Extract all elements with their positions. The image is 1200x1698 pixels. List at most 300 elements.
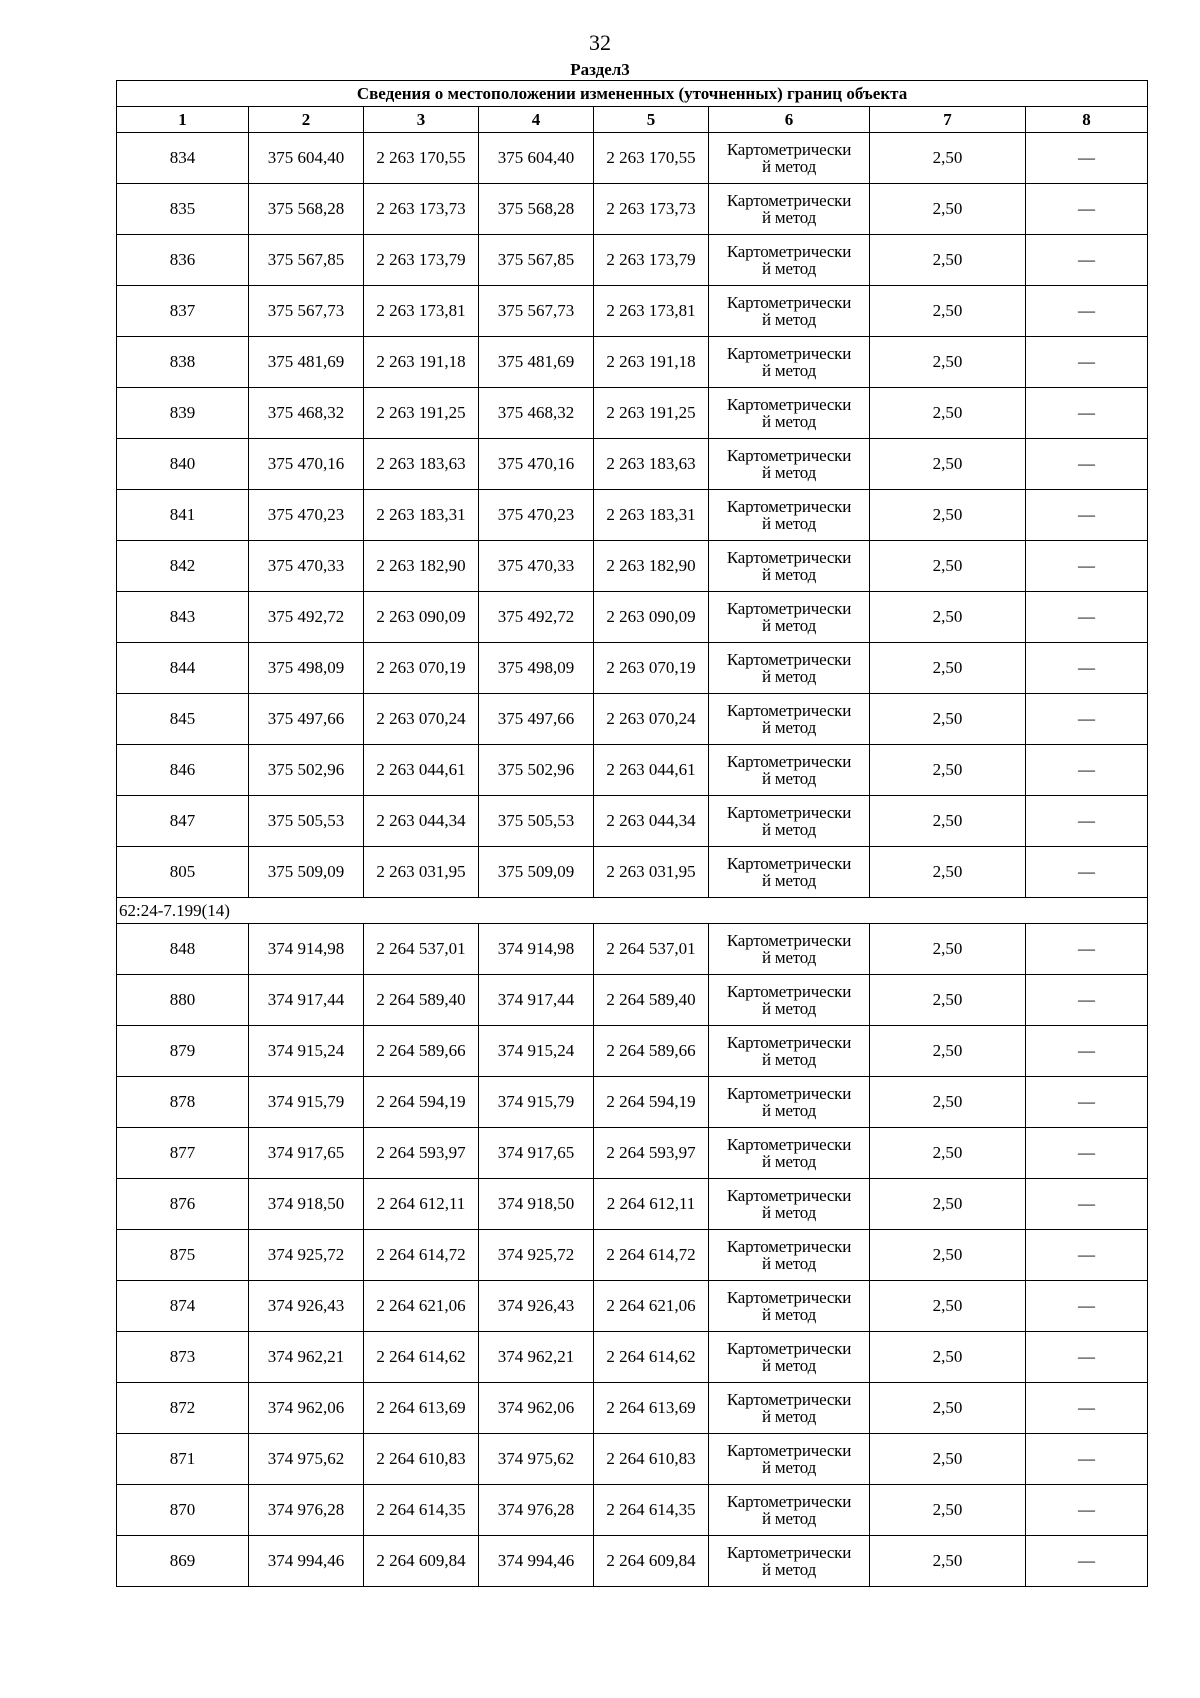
y-new-cell: 2 264 609,84 <box>594 1536 709 1587</box>
y-new-cell: 2 263 173,79 <box>594 235 709 286</box>
x-new-cell: 375 470,33 <box>479 541 594 592</box>
point-number-cell: 843 <box>117 592 249 643</box>
y-existing-cell: 2 263 044,61 <box>364 745 479 796</box>
method-text-line2: й метод <box>761 565 817 584</box>
method-cell <box>709 975 870 1026</box>
x-existing-cell: 375 505,53 <box>249 796 364 847</box>
x-new-cell: 374 925,72 <box>479 1230 594 1281</box>
point-number-cell: 840 <box>117 439 249 490</box>
description-cell: — <box>1026 924 1148 975</box>
x-new-cell: 374 917,65 <box>479 1128 594 1179</box>
method-cell <box>709 1281 870 1332</box>
x-new-cell: 375 567,85 <box>479 235 594 286</box>
x-new-cell: 375 498,09 <box>479 643 594 694</box>
method-cell <box>709 1536 870 1587</box>
point-number-cell: 842 <box>117 541 249 592</box>
y-new-cell: 2 263 183,31 <box>594 490 709 541</box>
y-existing-cell: 2 264 609,84 <box>364 1536 479 1587</box>
accuracy-cell: 2,50 <box>870 1281 1026 1332</box>
table-row <box>117 694 1148 745</box>
column-number: 1 <box>117 107 249 133</box>
accuracy-cell: 2,50 <box>870 490 1026 541</box>
table-row <box>117 1230 1148 1281</box>
x-existing-cell: 375 567,85 <box>249 235 364 286</box>
accuracy-cell: 2,50 <box>870 1485 1026 1536</box>
x-existing-cell: 374 994,46 <box>249 1536 364 1587</box>
table-caption: Сведения о местоположении измененных (уточненных) границ объекта <box>117 81 1148 107</box>
x-existing-cell: 374 926,43 <box>249 1281 364 1332</box>
table-row <box>117 924 1148 975</box>
method-cell <box>709 796 870 847</box>
x-new-cell: 374 915,79 <box>479 1077 594 1128</box>
y-new-cell: 2 264 589,40 <box>594 975 709 1026</box>
accuracy-cell: 2,50 <box>870 1434 1026 1485</box>
table-row <box>117 184 1148 235</box>
x-new-cell: 374 918,50 <box>479 1179 594 1230</box>
description-cell: — <box>1026 286 1148 337</box>
y-existing-cell: 2 263 070,19 <box>364 643 479 694</box>
x-existing-cell: 375 567,73 <box>249 286 364 337</box>
method-text-line1: Картометрически <box>726 854 852 873</box>
table-row <box>117 975 1148 1026</box>
method-text-line2: й метод <box>761 514 817 533</box>
method-cell <box>709 235 870 286</box>
point-number-cell: 841 <box>117 490 249 541</box>
method-cell <box>709 1383 870 1434</box>
page-number: 32 <box>589 30 611 55</box>
y-existing-cell: 2 264 537,01 <box>364 924 479 975</box>
x-existing-cell: 375 492,72 <box>249 592 364 643</box>
table-row <box>117 1026 1148 1077</box>
y-new-cell: 2 263 191,25 <box>594 388 709 439</box>
description-cell: — <box>1026 388 1148 439</box>
accuracy-cell: 2,50 <box>870 745 1026 796</box>
method-text-line1: Картометрически <box>726 1543 852 1562</box>
method-cell <box>709 1179 870 1230</box>
point-number-cell: 839 <box>117 388 249 439</box>
table-row <box>117 592 1148 643</box>
description-cell: — <box>1026 1128 1148 1179</box>
method-text-line2: й метод <box>761 208 817 227</box>
table-row <box>117 1179 1148 1230</box>
x-new-cell: 375 604,40 <box>479 133 594 184</box>
method-cell <box>709 1230 870 1281</box>
method-text-line2: й метод <box>761 769 817 788</box>
method-text-line2: й метод <box>761 1203 817 1222</box>
method-cell <box>709 643 870 694</box>
y-existing-cell: 2 264 613,69 <box>364 1383 479 1434</box>
method-cell <box>709 1128 870 1179</box>
accuracy-cell: 2,50 <box>870 694 1026 745</box>
y-existing-cell: 2 263 191,18 <box>364 337 479 388</box>
y-existing-cell: 2 263 090,09 <box>364 592 479 643</box>
column-number: 7 <box>870 107 1026 133</box>
x-new-cell: 374 962,21 <box>479 1332 594 1383</box>
accuracy-cell: 2,50 <box>870 1383 1026 1434</box>
y-existing-cell: 2 263 044,34 <box>364 796 479 847</box>
y-existing-cell: 2 263 183,63 <box>364 439 479 490</box>
table-row <box>117 1536 1148 1587</box>
point-number-cell: 844 <box>117 643 249 694</box>
y-new-cell: 2 263 044,34 <box>594 796 709 847</box>
accuracy-cell: 2,50 <box>870 184 1026 235</box>
method-cell <box>709 490 870 541</box>
method-cell <box>709 541 870 592</box>
y-new-cell: 2 264 593,97 <box>594 1128 709 1179</box>
x-new-cell: 375 492,72 <box>479 592 594 643</box>
table-row <box>117 847 1148 898</box>
accuracy-cell: 2,50 <box>870 924 1026 975</box>
method-text-line1: Картометрически <box>726 1390 852 1409</box>
accuracy-cell: 2,50 <box>870 1128 1026 1179</box>
table-row <box>117 235 1148 286</box>
description-cell: — <box>1026 439 1148 490</box>
method-text-line2: й метод <box>761 1509 817 1528</box>
method-text-line1: Картометрически <box>726 1237 852 1256</box>
point-number-cell: 837 <box>117 286 249 337</box>
method-cell <box>709 439 870 490</box>
point-number-cell: 846 <box>117 745 249 796</box>
description-cell: — <box>1026 694 1148 745</box>
point-number-cell: 872 <box>117 1383 249 1434</box>
y-new-cell: 2 264 537,01 <box>594 924 709 975</box>
x-existing-cell: 374 962,06 <box>249 1383 364 1434</box>
y-existing-cell: 2 264 594,19 <box>364 1077 479 1128</box>
accuracy-cell: 2,50 <box>870 1332 1026 1383</box>
x-new-cell: 375 505,53 <box>479 796 594 847</box>
method-text-line2: й метод <box>761 667 817 686</box>
method-text-line2: й метод <box>761 871 817 890</box>
point-number-cell: 834 <box>117 133 249 184</box>
cadastral-number-label: 62:24-7.199(14) <box>117 898 1148 924</box>
table-row <box>117 1128 1148 1179</box>
method-cell <box>709 388 870 439</box>
method-text-line1: Картометрически <box>726 395 852 414</box>
y-new-cell: 2 263 170,55 <box>594 133 709 184</box>
y-new-cell: 2 263 182,90 <box>594 541 709 592</box>
y-new-cell: 2 263 173,81 <box>594 286 709 337</box>
x-existing-cell: 375 568,28 <box>249 184 364 235</box>
y-new-cell: 2 264 614,62 <box>594 1332 709 1383</box>
y-existing-cell: 2 264 612,11 <box>364 1179 479 1230</box>
point-number-cell: 870 <box>117 1485 249 1536</box>
method-cell <box>709 184 870 235</box>
method-cell <box>709 1026 870 1077</box>
accuracy-cell: 2,50 <box>870 235 1026 286</box>
method-text-line2: й метод <box>761 259 817 278</box>
method-text-line1: Картометрически <box>726 497 852 516</box>
coordinates-table <box>116 80 1148 1587</box>
description-cell: — <box>1026 975 1148 1026</box>
x-existing-cell: 375 481,69 <box>249 337 364 388</box>
description-cell: — <box>1026 1179 1148 1230</box>
table-row <box>117 1281 1148 1332</box>
description-cell: — <box>1026 133 1148 184</box>
y-existing-cell: 2 263 170,55 <box>364 133 479 184</box>
method-text-line2: й метод <box>761 1356 817 1375</box>
x-new-cell: 375 502,96 <box>479 745 594 796</box>
x-existing-cell: 374 975,62 <box>249 1434 364 1485</box>
table-row <box>117 1434 1148 1485</box>
accuracy-cell: 2,50 <box>870 592 1026 643</box>
y-new-cell: 2 264 589,66 <box>594 1026 709 1077</box>
x-new-cell: 375 470,16 <box>479 439 594 490</box>
method-text-line1: Картометрически <box>726 1186 852 1205</box>
y-existing-cell: 2 263 070,24 <box>364 694 479 745</box>
x-existing-cell: 375 470,23 <box>249 490 364 541</box>
method-text-line2: й метод <box>761 463 817 482</box>
method-text-line1: Картометрически <box>726 1441 852 1460</box>
description-cell: — <box>1026 1536 1148 1587</box>
column-number: 2 <box>249 107 364 133</box>
table-row <box>117 133 1148 184</box>
x-new-cell: 374 915,24 <box>479 1026 594 1077</box>
point-number-cell: 879 <box>117 1026 249 1077</box>
point-number-cell: 878 <box>117 1077 249 1128</box>
table-row <box>117 745 1148 796</box>
y-existing-cell: 2 264 589,66 <box>364 1026 479 1077</box>
x-existing-cell: 374 915,79 <box>249 1077 364 1128</box>
method-text-line2: й метод <box>761 412 817 431</box>
method-text-line1: Картометрически <box>726 191 852 210</box>
description-cell: — <box>1026 541 1148 592</box>
method-text-line2: й метод <box>761 1101 817 1120</box>
description-cell: — <box>1026 643 1148 694</box>
description-cell: — <box>1026 1077 1148 1128</box>
method-text-line1: Картометрически <box>726 931 852 950</box>
point-number-cell: 880 <box>117 975 249 1026</box>
y-existing-cell: 2 264 614,35 <box>364 1485 479 1536</box>
method-text-line1: Картометрически <box>726 548 852 567</box>
y-new-cell: 2 263 191,18 <box>594 337 709 388</box>
method-cell <box>709 286 870 337</box>
point-number-cell: 836 <box>117 235 249 286</box>
table-row <box>117 286 1148 337</box>
method-cell <box>709 592 870 643</box>
table-row <box>117 1077 1148 1128</box>
method-text-line1: Картометрически <box>726 1288 852 1307</box>
table-row <box>117 1332 1148 1383</box>
x-new-cell: 375 568,28 <box>479 184 594 235</box>
x-existing-cell: 375 497,66 <box>249 694 364 745</box>
point-number-cell: 848 <box>117 924 249 975</box>
x-new-cell: 375 481,69 <box>479 337 594 388</box>
method-cell <box>709 924 870 975</box>
point-number-cell: 871 <box>117 1434 249 1485</box>
y-new-cell: 2 264 613,69 <box>594 1383 709 1434</box>
description-cell: — <box>1026 1332 1148 1383</box>
method-text-line1: Картометрически <box>726 1492 852 1511</box>
x-existing-cell: 374 917,65 <box>249 1128 364 1179</box>
method-text-line1: Картометрически <box>726 1033 852 1052</box>
x-new-cell: 375 567,73 <box>479 286 594 337</box>
table-row <box>117 541 1148 592</box>
x-existing-cell: 375 509,09 <box>249 847 364 898</box>
method-text-line2: й метод <box>761 361 817 380</box>
method-text-line2: й метод <box>761 616 817 635</box>
x-existing-cell: 375 468,32 <box>249 388 364 439</box>
method-cell <box>709 1434 870 1485</box>
accuracy-cell: 2,50 <box>870 1536 1026 1587</box>
y-existing-cell: 2 264 614,62 <box>364 1332 479 1383</box>
method-text-line1: Картометрически <box>726 344 852 363</box>
y-existing-cell: 2 263 191,25 <box>364 388 479 439</box>
method-text-line1: Картометрически <box>726 1339 852 1358</box>
method-cell <box>709 337 870 388</box>
x-new-cell: 375 509,09 <box>479 847 594 898</box>
description-cell: — <box>1026 592 1148 643</box>
y-existing-cell: 2 263 173,79 <box>364 235 479 286</box>
table-row <box>117 796 1148 847</box>
method-text-line2: й метод <box>761 948 817 967</box>
column-number-row <box>117 107 1148 133</box>
x-new-cell: 375 497,66 <box>479 694 594 745</box>
y-new-cell: 2 263 183,63 <box>594 439 709 490</box>
x-existing-cell: 375 470,16 <box>249 439 364 490</box>
method-text-line2: й метод <box>761 157 817 176</box>
x-new-cell: 374 926,43 <box>479 1281 594 1332</box>
x-existing-cell: 374 925,72 <box>249 1230 364 1281</box>
x-existing-cell: 375 604,40 <box>249 133 364 184</box>
y-new-cell: 2 264 614,72 <box>594 1230 709 1281</box>
y-existing-cell: 2 264 621,06 <box>364 1281 479 1332</box>
accuracy-cell: 2,50 <box>870 286 1026 337</box>
column-number: 5 <box>594 107 709 133</box>
group-row <box>117 898 1148 924</box>
method-text-line1: Картометрически <box>726 1135 852 1154</box>
y-new-cell: 2 263 044,61 <box>594 745 709 796</box>
description-cell: — <box>1026 184 1148 235</box>
method-cell <box>709 1077 870 1128</box>
point-number-cell: 874 <box>117 1281 249 1332</box>
x-existing-cell: 374 917,44 <box>249 975 364 1026</box>
x-existing-cell: 375 502,96 <box>249 745 364 796</box>
point-number-cell: 845 <box>117 694 249 745</box>
description-cell: — <box>1026 1230 1148 1281</box>
y-existing-cell: 2 263 183,31 <box>364 490 479 541</box>
description-cell: — <box>1026 1281 1148 1332</box>
table-caption-row <box>117 81 1148 107</box>
y-new-cell: 2 264 610,83 <box>594 1434 709 1485</box>
y-new-cell: 2 263 031,95 <box>594 847 709 898</box>
accuracy-cell: 2,50 <box>870 541 1026 592</box>
x-new-cell: 374 994,46 <box>479 1536 594 1587</box>
accuracy-cell: 2,50 <box>870 1077 1026 1128</box>
description-cell: — <box>1026 1485 1148 1536</box>
x-existing-cell: 374 915,24 <box>249 1026 364 1077</box>
x-new-cell: 374 914,98 <box>479 924 594 975</box>
method-text-line1: Картометрически <box>726 293 852 312</box>
x-existing-cell: 375 470,33 <box>249 541 364 592</box>
description-cell: — <box>1026 235 1148 286</box>
column-number: 3 <box>364 107 479 133</box>
accuracy-cell: 2,50 <box>870 1026 1026 1077</box>
description-cell: — <box>1026 745 1148 796</box>
method-cell <box>709 745 870 796</box>
method-cell <box>709 133 870 184</box>
y-new-cell: 2 263 173,73 <box>594 184 709 235</box>
method-text-line2: й метод <box>761 1050 817 1069</box>
y-new-cell: 2 263 090,09 <box>594 592 709 643</box>
accuracy-cell: 2,50 <box>870 975 1026 1026</box>
method-cell <box>709 1332 870 1383</box>
method-cell <box>709 1485 870 1536</box>
point-number-cell: 805 <box>117 847 249 898</box>
x-new-cell: 374 962,06 <box>479 1383 594 1434</box>
section-title: Раздел3 <box>570 60 630 79</box>
accuracy-cell: 2,50 <box>870 1179 1026 1230</box>
method-text-line2: й метод <box>761 1458 817 1477</box>
y-existing-cell: 2 263 173,81 <box>364 286 479 337</box>
accuracy-cell: 2,50 <box>870 133 1026 184</box>
point-number-cell: 869 <box>117 1536 249 1587</box>
description-cell: — <box>1026 337 1148 388</box>
x-new-cell: 375 468,32 <box>479 388 594 439</box>
method-text-line1: Картометрически <box>726 803 852 822</box>
method-text-line2: й метод <box>761 310 817 329</box>
accuracy-cell: 2,50 <box>870 796 1026 847</box>
point-number-cell: 876 <box>117 1179 249 1230</box>
y-new-cell: 2 263 070,19 <box>594 643 709 694</box>
method-text-line2: й метод <box>761 820 817 839</box>
column-number: 4 <box>479 107 594 133</box>
y-new-cell: 2 264 614,35 <box>594 1485 709 1536</box>
accuracy-cell: 2,50 <box>870 388 1026 439</box>
table-row <box>117 1383 1148 1434</box>
y-existing-cell: 2 263 031,95 <box>364 847 479 898</box>
y-new-cell: 2 263 070,24 <box>594 694 709 745</box>
method-text-line1: Картометрически <box>726 752 852 771</box>
method-text-line1: Картометрически <box>726 242 852 261</box>
y-existing-cell: 2 263 182,90 <box>364 541 479 592</box>
method-text-line2: й метод <box>761 1152 817 1171</box>
method-text-line2: й метод <box>761 1560 817 1579</box>
point-number-cell: 847 <box>117 796 249 847</box>
table-row <box>117 388 1148 439</box>
x-existing-cell: 375 498,09 <box>249 643 364 694</box>
method-text-line1: Картометрически <box>726 446 852 465</box>
method-text-line1: Картометрически <box>726 599 852 618</box>
method-text-line2: й метод <box>761 1305 817 1324</box>
method-text-line1: Картометрически <box>726 701 852 720</box>
method-text-line2: й метод <box>761 1407 817 1426</box>
column-number: 6 <box>709 107 870 133</box>
method-text-line1: Картометрически <box>726 140 852 159</box>
table-row <box>117 439 1148 490</box>
x-existing-cell: 374 962,21 <box>249 1332 364 1383</box>
point-number-cell: 877 <box>117 1128 249 1179</box>
method-text-line2: й метод <box>761 718 817 737</box>
description-cell: — <box>1026 490 1148 541</box>
y-existing-cell: 2 264 610,83 <box>364 1434 479 1485</box>
description-cell: — <box>1026 1383 1148 1434</box>
y-new-cell: 2 264 621,06 <box>594 1281 709 1332</box>
accuracy-cell: 2,50 <box>870 1230 1026 1281</box>
method-text-line1: Картометрически <box>726 982 852 1001</box>
table-row <box>117 1485 1148 1536</box>
description-cell: — <box>1026 1434 1148 1485</box>
accuracy-cell: 2,50 <box>870 643 1026 694</box>
x-new-cell: 375 470,23 <box>479 490 594 541</box>
table-row <box>117 643 1148 694</box>
method-text-line2: й метод <box>761 1254 817 1273</box>
x-new-cell: 374 975,62 <box>479 1434 594 1485</box>
method-text-line2: й метод <box>761 999 817 1018</box>
accuracy-cell: 2,50 <box>870 847 1026 898</box>
description-cell: — <box>1026 847 1148 898</box>
method-cell <box>709 847 870 898</box>
y-new-cell: 2 264 594,19 <box>594 1077 709 1128</box>
